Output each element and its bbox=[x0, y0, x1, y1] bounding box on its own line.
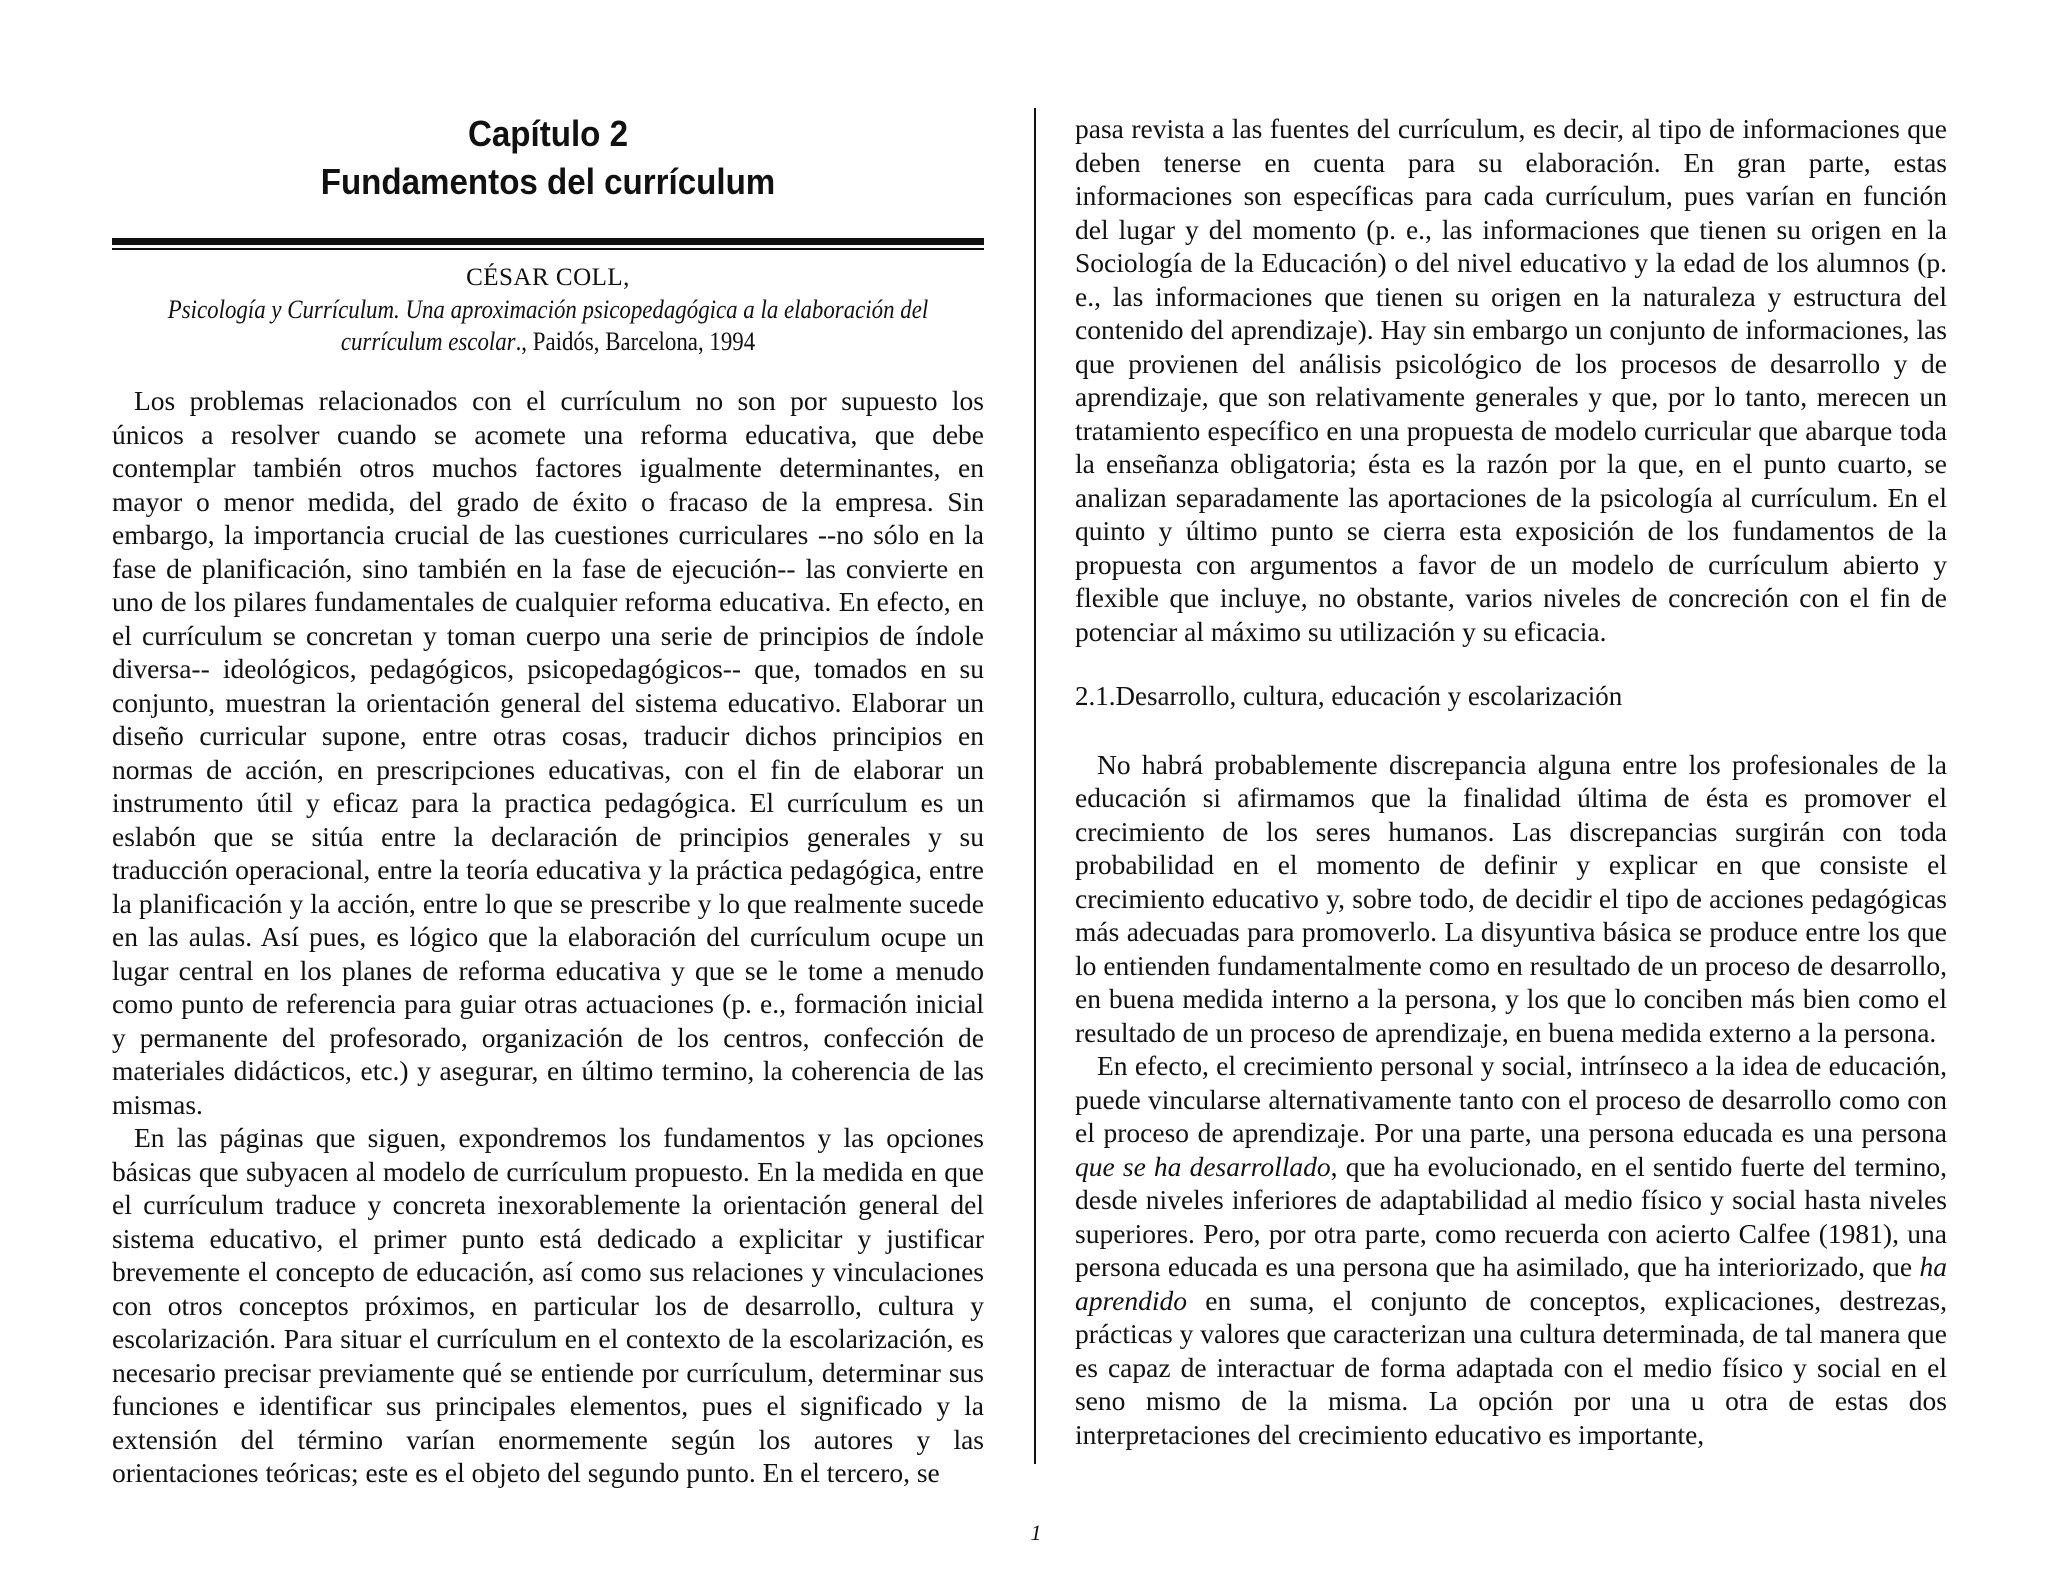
spacer bbox=[112, 358, 984, 384]
left-column bbox=[112, 110, 984, 1490]
source-book-title: Psicología y Currículum. Una aproximación psicopedagógica a la elaboración del currículum escolar bbox=[167, 295, 929, 356]
body-paragraph-2: En las páginas que siguen, expondremos los fundamentos y las opciones básicas que subyacen al modelo de currículum propuesto. En la medida en que el currículum traduce y concreta inexorablemente la orientación general del sistema educativo, el primer punto está dedicado a explicitar y justificar brevemente el concepto de educación, así como sus relaciones y vinculaciones con otros conceptos próximos, en particular los de desarrollo, cultura y escolarización. Para situar el currículum en el contexto de la escolarización, es necesario precisar previamente qué se entiende por currículum, determinar sus funciones e identificar sus principales elementos, pues el significado y la extensión del término varían enormemente según los autores y las orientaciones teóricas; este es el objeto del segundo punto. En el tercero, se bbox=[112, 1122, 984, 1488]
emphasis-aprendido: ha aprendido bbox=[1075, 1251, 1947, 1316]
chapter-title: Fundamentos del currículum bbox=[320, 161, 776, 202]
right-column bbox=[1075, 112, 1947, 1451]
byline bbox=[112, 262, 984, 358]
column-divider bbox=[1034, 108, 1036, 1464]
source-publisher: ., Paidós, Barcelona, 1994 bbox=[515, 327, 756, 356]
title-rule-thick bbox=[112, 238, 984, 245]
source-citation bbox=[164, 294, 931, 358]
page-number: 1 bbox=[1030, 1520, 1042, 1545]
body-paragraph-continued: pasa revista a las fuentes del currículum, es decir, al tipo de informaciones que deben tenerse en cuenta para su elaboración. En gran parte, estas informaciones son específicas para cada currículum, pues varían en función del lugar y del momento (p. e., las informaciones que tienen su origen en la Sociología de la Educación) o del nivel educativo y la edad de los alumnos (p. e., las informaciones que tienen su origen en la naturaleza y estructura del contenido del aprendizaje). Hay sin embargo un conjunto de informaciones, las que provienen del análisis psicológico de los procesos de desarrollo y de aprendizaje, que son relativamente generales y que, por lo tanto, merecen un tratamiento específico en una propuesta de modelo curricular que abarque toda la enseñanza obligatoria; ésta es la razón por la que, en el punto cuarto, se analizan separadamente las aportaciones de la psicología al currículum. En el quinto y último punto se cierra esta exposición de los fundamentos de la propuesta con argumentos a favor de un modelo de currículum abierto y flexible que incluye, no obstante, varios niveles de concreción con el fin de potenciar al máximo su utilización y su eficacia. bbox=[1075, 113, 1947, 647]
paragraph-4-part-a: En efecto, el crecimiento personal y social, intrínseco a la idea de educación, puede vincularse alternativamente tanto con el proceso de desarrollo como con el proceso de aprendizaje. Por una parte, una persona educada es una persona bbox=[1075, 1050, 1947, 1148]
body-paragraph-4 bbox=[1075, 1049, 1947, 1451]
title-rule-thin bbox=[112, 248, 984, 250]
emphasis-desarrollado: que se ha desarrollado bbox=[1075, 1150, 1331, 1182]
author-name: CÉSAR COLL, bbox=[466, 264, 630, 291]
section-heading: 2.1.Desarrollo, cultura, educación y escolarización bbox=[1075, 681, 1623, 711]
chapter-heading bbox=[147, 110, 949, 206]
body-paragraph-3: No habrá probablemente discrepancia alguna entre los profesionales de la educación si afirmamos que la finalidad última de ésta es promover el crecimiento de los seres humanos. Las discrepancias surgirán con toda probabilidad en el momento de definir y explicar en que consiste el crecimiento educativo y, sobre todo, de decidir el tipo de acciones pedagógicas más adecuadas para promoverlo. La disyuntiva básica se produce entre los que lo entienden fundamentalmente como en resultado de un proceso de desarrollo, en buena medida interno a la persona, y los que lo conciben más bien como el resultado de un proceso de aprendizaje, en buena medida externo a la persona. bbox=[1075, 748, 1947, 1048]
paragraph-4-part-b: , que ha evolucionado, en el sentido fuerte del termino, desde niveles inferiores de adaptabilidad al medio físico y social hasta niveles superiores. Pero, por otra parte, como recuerda con acierto Calfee (1981), una persona educada es una persona que ha asimilado, que ha interiorizado, que bbox=[1075, 1150, 1947, 1282]
paragraph-4-part-c: en suma, el conjunto de conceptos, explicaciones, destrezas, prácticas y valores que caracterizan una cultura determinada, de tal manera que es capaz de interactuar de forma adaptada con el medio físico y social en el seno mismo de la misma. La opción por una u otra de estas dos interpretaciones del crecimiento educativo es importante, bbox=[1075, 1284, 1947, 1450]
chapter-number: Capítulo 2 bbox=[467, 113, 629, 154]
body-paragraph-1: Los problemas relacionados con el currículum no son por supuesto los únicos a resolver cuando se acomete una reforma educativa, que debe contemplar también otros muchos factores igualmente determinantes, en mayor o menor medida, del grado de éxito o fracaso de la empresa. Sin embargo, la importancia crucial de las cuestiones curriculares --no sólo en la fase de planificación, sino también en la fase de ejecución-- las convierte en uno de los pilares fundamentales de cualquier reforma educativa. En efecto, en el currículum se concretan y toman cuerpo una serie de principios de índole diversa-- ideológicos, pedagógicos, psicopedagógicos-- que, tomados en su conjunto, muestran la orientación general del sistema educativo. Elaborar un diseño curricular supone, entre otras cosas, traducir dichos principios en normas de acción, en prescripciones educativas, con el fin de elaborar un instrumento útil y eficaz para la practica pedagógica. El currículum es un eslabón que se sitúa entre la declaración de principios generales y su traducción operacional, entre la teoría educativa y la práctica pedagógica, entre la planificación y la acción, entre lo que se prescribe y lo que realmente sucede en las aulas. Así pues, es lógico que la elaboración del currículum ocupe un lugar central en los planes de reforma educativa y que se le tome a menudo como punto de referencia para guiar otras actuaciones (p. e., formación inicial y permanente del profesorado, organización de los centros, confección de materiales didácticos, etc.) y asegurar, en último termino, la coherencia de las mismas. bbox=[112, 385, 984, 1120]
